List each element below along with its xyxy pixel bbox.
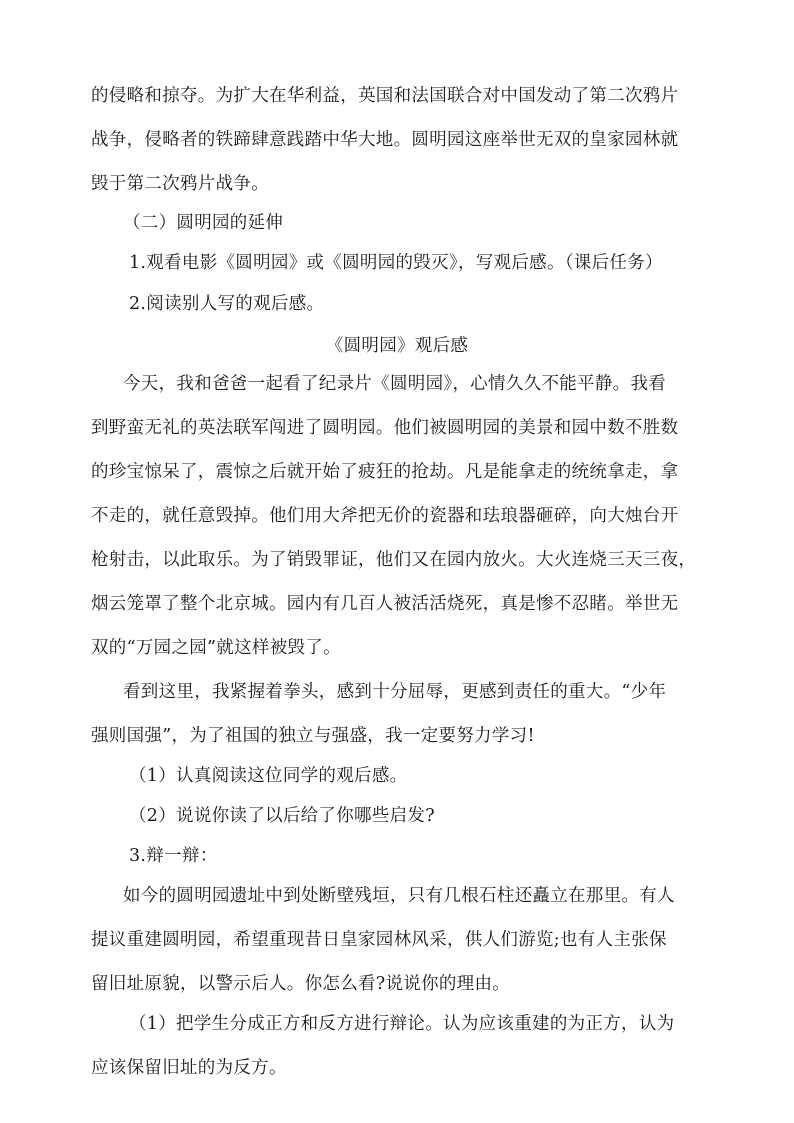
question-item: （1）认真阅读这位同学的观后感。 (129, 766, 408, 786)
paragraph-line: 不走的，就任意毁掉。他们用大斧把无价的瓷器和珐琅器砸碎，向大烛台开 (91, 506, 679, 526)
task-item: 2.阅读别人写的观后感。 (129, 294, 325, 314)
paragraph-line: 留旧址原貌，以警示后人。你怎么看?说说你的理由。 (91, 974, 511, 994)
paragraph-line: 战争，侵略者的铁蹄肆意践踏中华大地。圆明园这座举世无双的皇家园林就 (91, 130, 679, 150)
paragraph-line: 毁于第二次鸦片战争。 (91, 174, 269, 194)
question-item: （1）把学生分成正方和反方进行辩论。认为应该重建的为正方，认为 (129, 1014, 675, 1034)
paragraph-line: 如今的圆明园遗址中到处断壁残垣，只有几根石柱还矗立在那里。有人 (123, 886, 675, 906)
paragraph-line: 提议重建圆明园，希望重现昔日皇家园林风采，供人们游览;也有人主张保 (91, 930, 667, 950)
section-heading: （二）圆明园的延伸 (123, 213, 284, 233)
paragraph-line: 双的“万园之园”就这样被毁了。 (91, 638, 341, 658)
paragraph-line: 强则国强”，为了祖国的独立与强盛，我一定要努力学习! (91, 726, 535, 746)
essay-title: 《圆明园》观后感 (325, 336, 469, 356)
paragraph-line: 烟云笼罩了整个北京城。园内有几百人被活活烧死，真是惨不忍睹。举世无 (91, 594, 679, 614)
question-item: （2）说说你读了以后给了你哪些启发? (129, 806, 435, 826)
paragraph-line: 枪射击，以此取乐。为了销毁罪证，他们又在园内放火。大火连烧三天三夜， (91, 550, 697, 570)
paragraph-line: 的珍宝惊呆了，震惊之后就开始了疲狂的抢劫。凡是能拿走的统统拿走，拿 (91, 462, 679, 482)
paragraph-line: 看到这里，我紧握着拳头，感到十分屈辱，更感到责任的重大。“少年 (123, 682, 667, 702)
paragraph-line: 的侵略和掠夺。为扩大在华利益，英国和法国联合对中国发动了第二次鸦片 (91, 86, 679, 106)
paragraph-line: 到野蛮无礼的英法联军闯进了圆明园。他们被圆明园的美景和园中数不胜数 (91, 418, 679, 438)
paragraph-line: 应该保留旧址的为反方。 (91, 1058, 287, 1078)
task-item: 1.观看电影《圆明园》或《圆明园的毁灭》，写观后感。（课后任务） (129, 253, 663, 273)
task-item: 3.辩一辩： (129, 846, 218, 866)
paragraph-line: 今天，我和爸爸一起看了纪录片《圆明园》，心情久久不能平静。我看 (123, 374, 667, 394)
